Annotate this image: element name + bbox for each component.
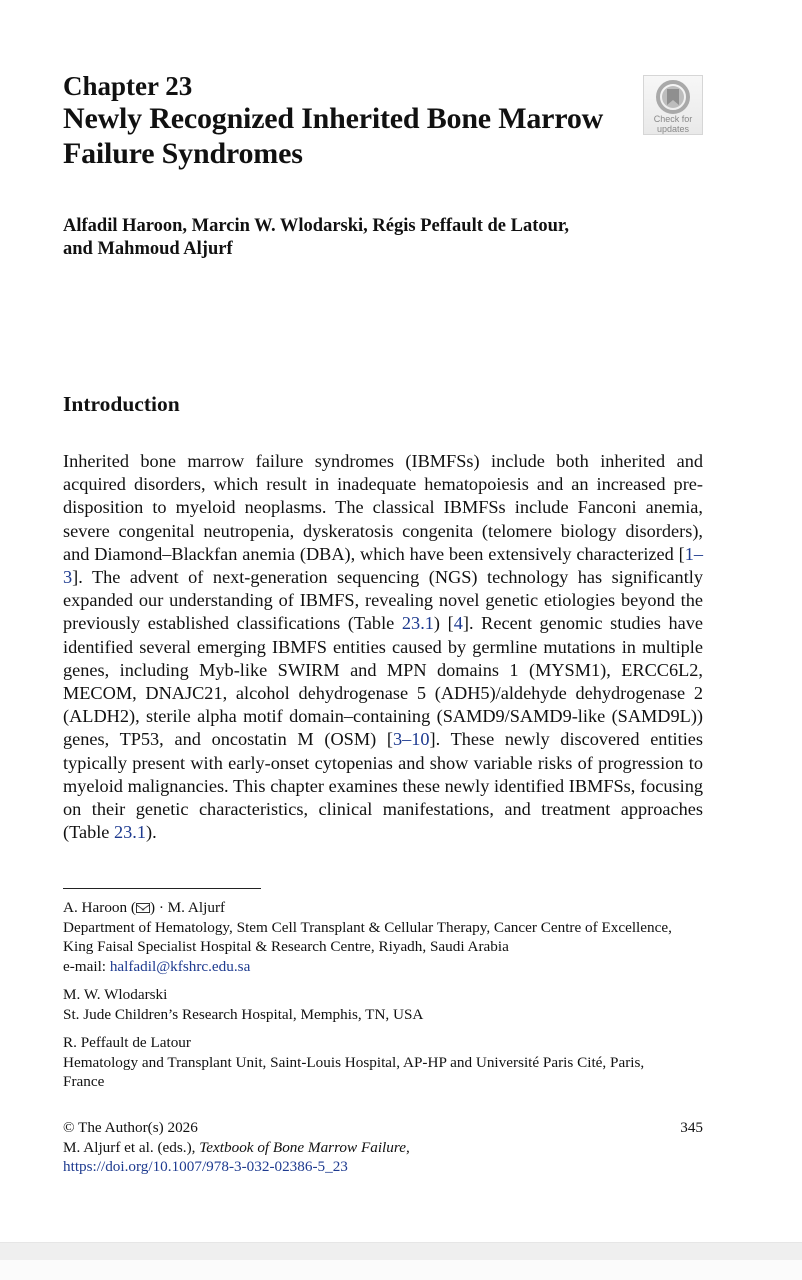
footnote-divider — [63, 888, 261, 889]
affiliation-institution: St. Jude Children’s Research Hospital, Memphis, TN, USA — [63, 1005, 424, 1023]
doi-link[interactable]: https://doi.org/10.1007/978-3-032-02386-5_23 — [63, 1158, 348, 1175]
author-line: Alfadil Haroon, Marcin W. Wlodarski, Régis Peffault de Latour, — [63, 216, 570, 236]
citation-link[interactable]: 3–10 — [392, 729, 430, 750]
affiliation-block — [63, 985, 703, 1024]
citation-link[interactable]: 4 — [453, 613, 463, 634]
affiliation-email — [63, 957, 703, 977]
text-run: ) [ — [433, 613, 454, 634]
text-run: ]. Recent genomic studies have identified several emerging IBMFS entities caused by germline mutations in multiple genes, including Myb-like SWIRM and MPN domains 1 (MYSM1), ERCC6L2, MECOM, DNAJC21, alcohol dehydrogenase 5 (ADH5)/aldehyde dehydrogenase 2 (ALDH2), sterile alpha motif domain–containing (SAMD9/​SAMD9-like (SAMD9L)) genes, TP53, and oncostatin M (OSM) [ — [63, 613, 704, 750]
text-run: ) · M. Aljurf — [149, 899, 226, 916]
chapter-title: Newly Recognized Inherited Bone Marrow Failure Syndromes — [63, 102, 604, 170]
book-citation — [63, 1138, 703, 1158]
affiliation-names — [63, 898, 703, 918]
email-label: e-mail: — [63, 957, 110, 975]
email-link[interactable]: halfadil@kfshrc.edu.sa — [109, 957, 251, 975]
text-run: ). — [146, 822, 157, 843]
text-run: M. Aljurf et al. (eds.), — [63, 1138, 200, 1156]
table-link[interactable]: 23.1 — [114, 822, 146, 843]
page-number: 345 — [680, 1119, 703, 1136]
badge-label-line2: updates — [656, 124, 690, 134]
text-run: Inherited bone marrow failure syndromes (IBMFSs) include both inherited and acquired disorders, which result in inadequate hematopoiesis and an increased predisposition to myeloid neoplasms. The classical IBMFSs include Fanconi anemia, severe congenital neutropenia, dyskeratosis congenita (telomere biology disorders), and Diamond–Blackfan anemia (DBA), which have been extensively characterized [ — [63, 451, 703, 564]
affiliation-names: R. Peffault de Latour — [63, 1034, 191, 1051]
envelope-icon[interactable] — [136, 903, 150, 913]
badge-label-line1: Check for — [653, 114, 693, 124]
affiliation-names: M. W. Wlodarski — [63, 986, 168, 1003]
chapter-number: Chapter 23 — [63, 71, 193, 101]
viewer-bottom-area — [0, 1260, 802, 1280]
table-link[interactable]: 23.1 — [401, 613, 434, 634]
book-title: Textbook of Bone Marrow Failure — [199, 1138, 406, 1156]
affiliation-institution: Hematology and Transplant Unit, Saint-Louis Hospital, AP-HP and Université Paris Cité, Paris, France — [63, 1053, 645, 1090]
affiliation-block — [63, 898, 703, 976]
viewer-bottom-bar — [0, 1242, 802, 1261]
text-run: , — [405, 1138, 410, 1156]
author-line: and Mahmoud Aljurf — [63, 239, 233, 259]
text-run: ]. The advent of next-generation sequencing (NGS) technology has significantly expanded our understanding of IBMFS, revealing novel genetic etiologies beyond the previously established classifications (Table — [63, 567, 703, 634]
text-run: ]. These newly discovered entities typically present with early-onset cytopenias and show variable risks of progression to myeloid malignancies. This chapter examines these newly identified IBMFSs, focusing on their genetic characteristics, clinical manifestations, and treatment approaches (Table — [63, 729, 703, 843]
copyright: © The Author(s) 2026 — [63, 1119, 198, 1136]
author-list — [63, 215, 683, 261]
introduction-paragraph — [63, 450, 703, 844]
page-footer — [63, 1118, 703, 1177]
citation-link[interactable]: 1–3 — [63, 543, 703, 588]
affiliation-block — [63, 1033, 703, 1092]
section-heading-introduction: Introduction — [63, 392, 180, 416]
affiliation-institution: Department of Hematology, Stem Cell Transplant & Cellular Therapy, Cancer Centre of Excellence, King Faisal Specialist Hospital & Research Centre, Riyadh, Saudi Arabia — [63, 918, 672, 955]
check-for-updates-badge[interactable] — [643, 75, 703, 135]
crossmark-bookmark-icon — [656, 80, 690, 114]
text-run: A. Haroon ( — [63, 899, 136, 916]
